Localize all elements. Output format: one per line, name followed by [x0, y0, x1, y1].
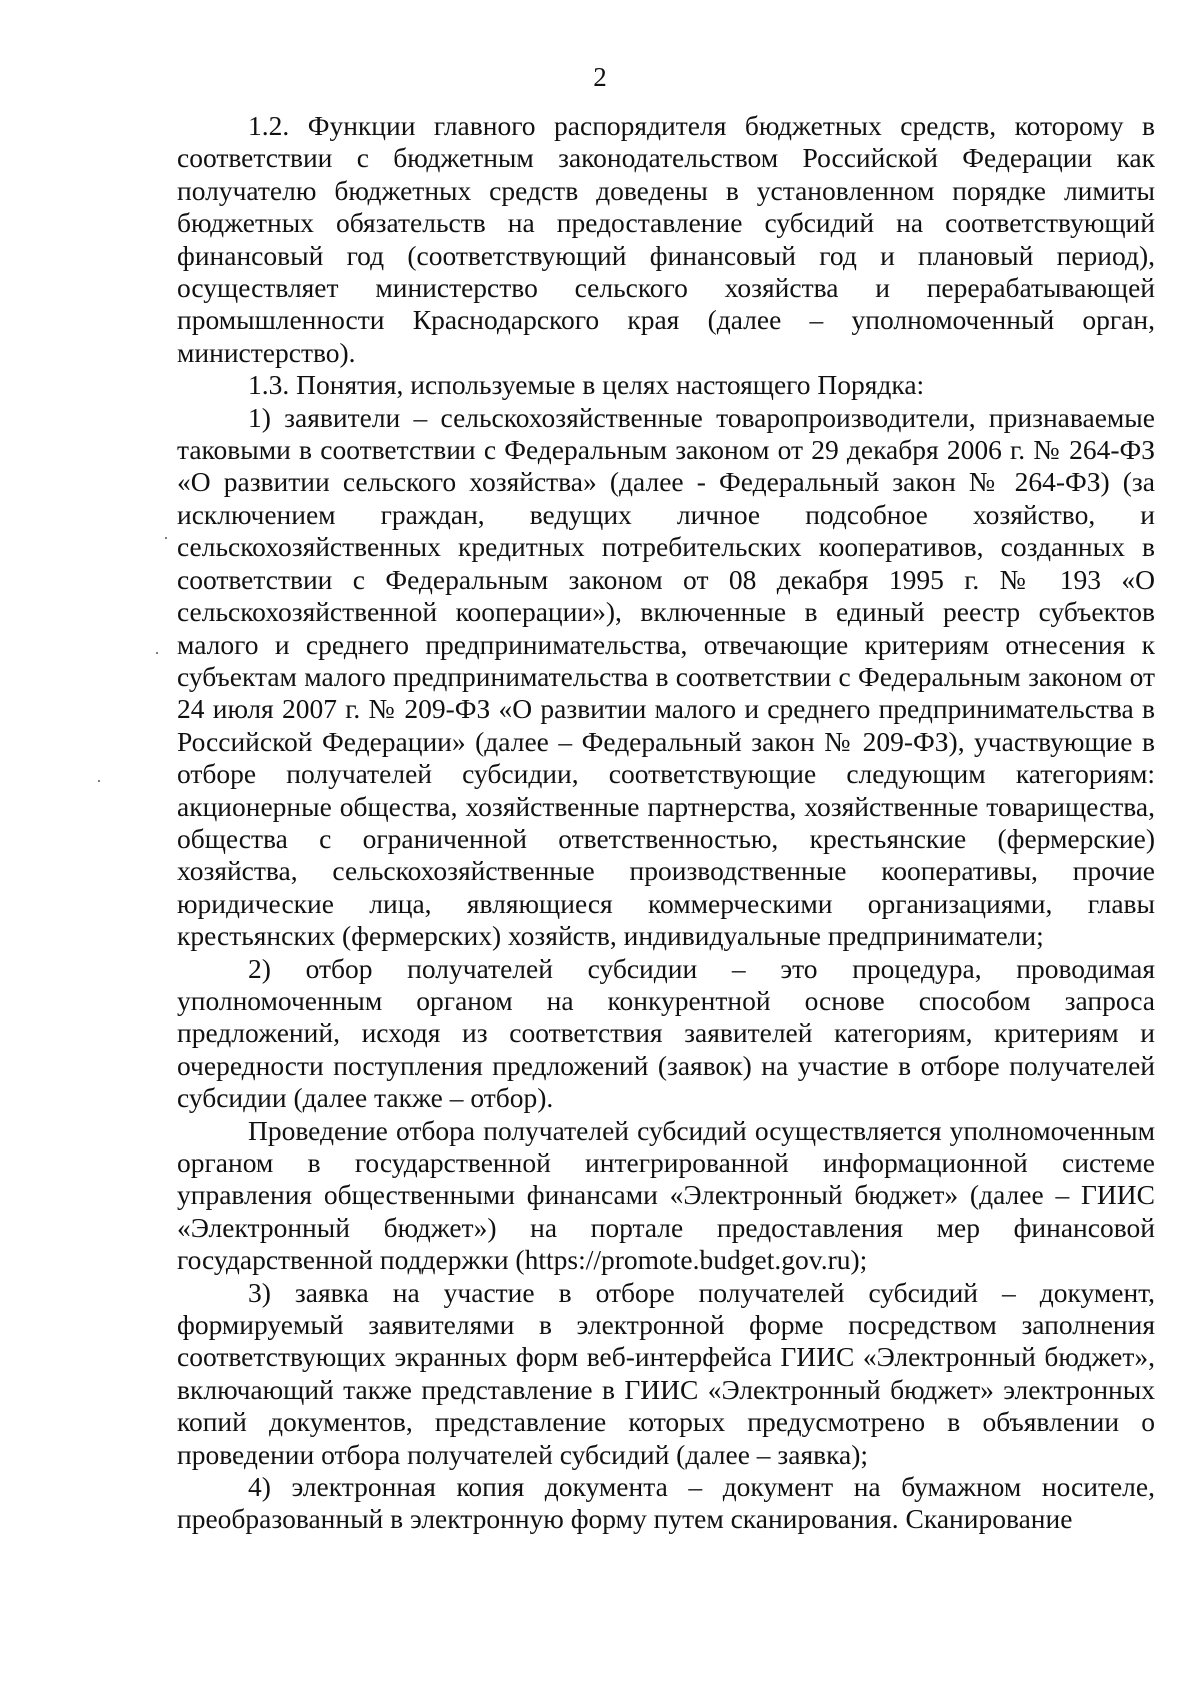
document-body	[177, 110, 1155, 1536]
page-number: 2	[593, 62, 607, 92]
paragraph-item-4: 4) электронная копия документа – документ на бумажном носителе, преобразованный в электронную форму путем сканирования. Сканирование	[177, 1471, 1155, 1535]
scan-speck	[98, 780, 100, 782]
paragraph-item-2: 2) отбор получателей субсидии – это процедура, проводимая уполномоченным органом на конкурентной основе способом запроса предложений, исходя из соответствия заявителей категориям, критериям и очередности поступления предложений (заявок) на участие в отборе получателей субсидии (далее также – отбор).	[177, 952, 1155, 1114]
paragraph-1-3: 1.3. Понятия, используемые в целях настоящего Порядка:	[248, 369, 925, 401]
scan-speck	[165, 537, 167, 539]
paragraph-item-1: 1) заявители – сельскохозяйственные товаропроизводители, признаваемые таковыми в соответствии с Федеральным законом от 29 декабря 2006 г. № 264-ФЗ «О развитии сельского хозяйства» (далее - Федеральный закон № 264-ФЗ) (за исключением граждан, ведущих личное подсобное хозяйство, и сельскохозяйственных кредитных потребительских кооперативов, созданных в соответствии с Федеральным законом от 08 декабря 1995 г. № 193 «О сельскохозяйственной кооперации»), включенные в единый реестр субъектов малого и среднего предпринимательства, отвечающие критериям отнесения к субъектам малого предпринимательства в соответствии с Федеральным законом от 24 июля 2007 г. № 209-ФЗ «О развитии малого и среднего предпринимательства в Российской Федерации» (далее – Федеральный закон № 209-ФЗ), участвующие в отборе получателей субсидии, соответствующие следующим категориям: акционерные общества, хозяйственные партнерства, хозяйственные товарищества, общества с ограниченной ответственностью, крестьянские (фермерские) хозяйства, сельскохозяйственные производственные кооперативы, прочие юридические лица, являющиеся коммерческими организациями, главы крестьянских (фермерских) хозяйств, индивидуальные предприниматели;	[177, 401, 1155, 952]
paragraph-1-2: 1.2. Функции главного распорядителя бюджетных средств, которому в соответствии с бюджетным законодательством Российской Федерации как получателю бюджетных средств доведены в установленном порядке лимиты бюджетных обязательств на предоставление субсидий на соответствующий финансовый год (соответствующий финансовый год и плановый период), осуществляет министерство сельского хозяйства и перерабатывающей промышленности Краснодарского края (далее – уполномоченный орган, министерство).	[177, 110, 1155, 368]
paragraph-selection-procedure: Проведение отбора получателей субсидий осуществляется уполномоченным органом в государственной интегрированной информационной системе управления общественными финансами «Электронный бюджет» (далее – ГИИС «Электронный бюджет») на портале предоставления мер финансовой государственной поддержки (https://promote.budget.gov.ru);	[177, 1114, 1155, 1276]
paragraph-item-3: 3) заявка на участие в отборе получателей субсидий – документ, формируемый заявителями в электронной форме посредством заполнения соответствующих экранных форм веб-интерфейса ГИИС «Электронный бюджет», включающий также представление в ГИИС «Электронный бюджет» электронных копий документов, представление которых предусмотрено в объявлении о проведении отбора получателей субсидий (далее – заявка);	[177, 1276, 1155, 1470]
scan-speck	[156, 652, 158, 654]
